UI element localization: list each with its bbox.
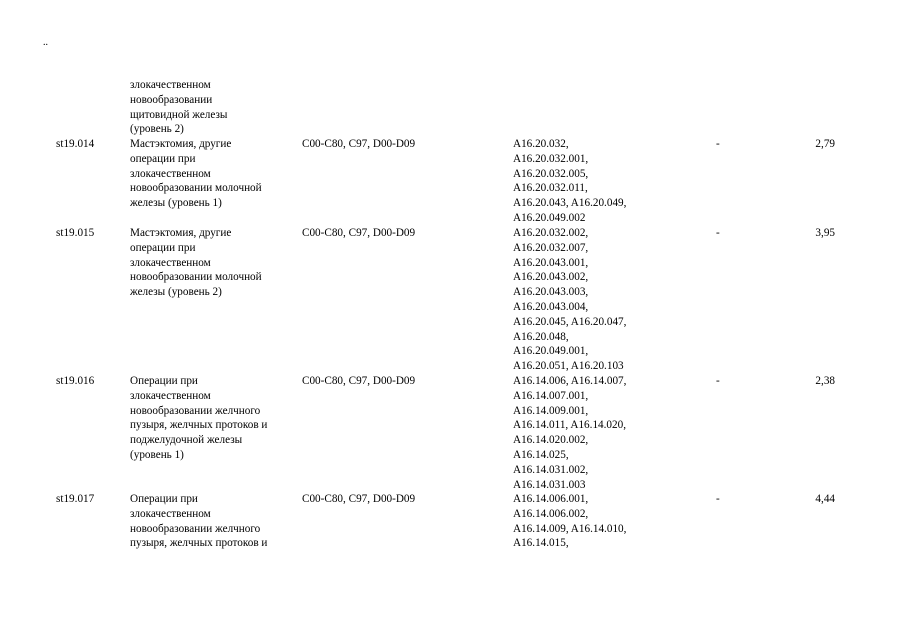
row-name: Мастэктомия, другие операции при злокачественном новообразовании молочной железы (уровень 2) [130,227,262,299]
row-icd: C00-C80, C97, D00-D09 [302,227,416,239]
row-code: st19.016 [56,375,95,387]
row-coefficient: 4,44 [815,493,835,505]
row-name: Мастэктомия, другие операции при злокачественном новообразовании молочной железы (уровень 1) [130,138,262,210]
row-code: st19.015 [56,227,95,239]
row-extra: - [716,493,720,505]
row-coefficient: 3,95 [815,227,835,239]
row-extra: - [716,138,720,150]
continued-row-name: злокачественном новообразовании щитовидной железы (уровень 2) [130,79,228,136]
row-coefficient: 2,38 [815,375,835,387]
row-icd: C00-C80, C97, D00-D09 [302,493,416,505]
page-mark: .. [43,37,48,48]
row-services: A16.20.032.002, A16.20.032.007, A16.20.043.001, A16.20.043.002, A16.20.043.003, A16.20.043.004, A16.20.045, A16.20.047, A16.20.048, A16.20.049.001, A16.20.051, A16.20.103 [513,227,627,373]
row-services: A16.14.006.001, A16.14.006.002, A16.14.009, A16.14.010, A16.14.015, [513,493,627,550]
row-icd: C00-C80, C97, D00-D09 [302,375,416,387]
row-code: st19.014 [56,138,95,150]
row-icd: C00-C80, C97, D00-D09 [302,138,416,150]
row-services: A16.20.032, A16.20.032.001, A16.20.032.005, A16.20.032.011, A16.20.043, A16.20.049, A16.20.049.002 [513,138,627,224]
row-services: A16.14.006, A16.14.007, A16.14.007.001, A16.14.009.001, A16.14.011, A16.14.020, A16.14.020.002, A16.14.025, A16.14.031.002, A16.14.031.003 [513,375,627,491]
row-name: Операции при злокачественном новообразовании желчного пузыря, желчных протоков и поджелудочной железы (уровень 1) [130,375,268,461]
row-extra: - [716,375,720,387]
row-code: st19.017 [56,493,95,505]
row-coefficient: 2,79 [815,138,835,150]
row-name: Операции при злокачественном новообразовании желчного пузыря, желчных протоков и [130,493,268,550]
row-extra: - [716,227,720,239]
